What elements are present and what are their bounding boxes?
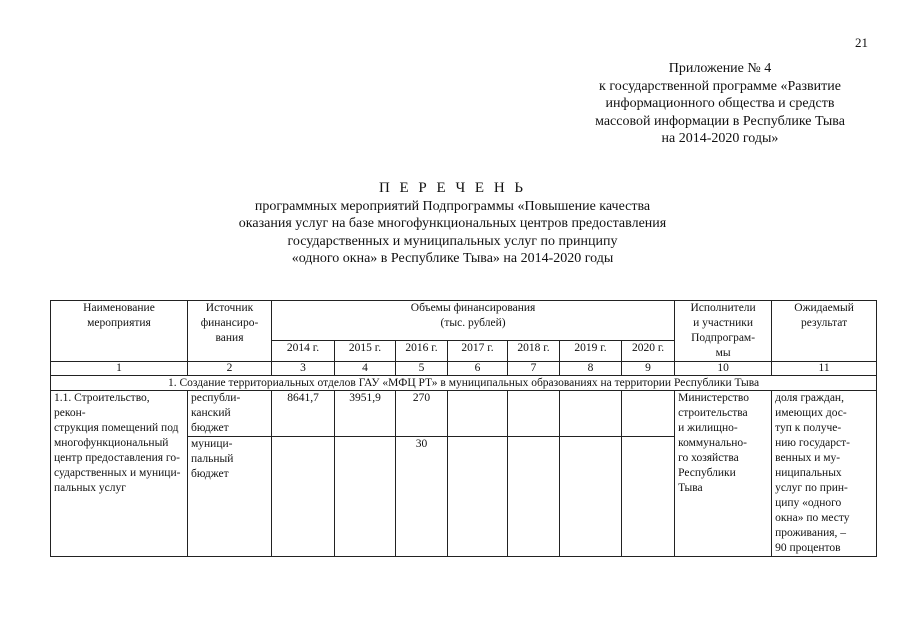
funding-value	[448, 391, 508, 437]
document-title	[150, 180, 755, 268]
header-executors: Исполнители и участники Подпрограм- мы	[675, 301, 772, 362]
appendix-line: Приложение № 4	[668, 61, 772, 76]
appendix-line: массовой информации в Республике Тыва	[595, 113, 845, 129]
column-number: 10	[675, 362, 772, 376]
funding-value	[508, 437, 560, 557]
funding-value	[335, 437, 396, 557]
header-year: 2016 г.	[396, 341, 448, 362]
appendix-line: к государственной программе «Развитие	[599, 78, 841, 94]
column-number-row	[51, 362, 877, 376]
funding-source: республи- канский бюджет	[188, 391, 272, 437]
column-number: 1	[51, 362, 188, 376]
column-number: 9	[622, 362, 675, 376]
table-row	[51, 391, 877, 437]
funding-value	[560, 437, 622, 557]
column-number: 2	[188, 362, 272, 376]
executors-cell: Министерство строительства и жилищно- коммунально- го хозяйства Республики Тыва	[675, 391, 772, 557]
column-number: 8	[560, 362, 622, 376]
funding-value	[508, 391, 560, 437]
header-year: 2018 г.	[508, 341, 560, 362]
section-title: 1. Создание территориальных отделов ГАУ «МФЦ РТ» в муниципальных образованиях на территории Республики Тыва	[51, 376, 877, 391]
appendix-note	[560, 60, 880, 148]
header-year: 2020 г.	[622, 341, 675, 362]
funding-source: муници- пальный бюджет	[188, 437, 272, 557]
activities-table	[50, 300, 877, 557]
funding-value: 30	[396, 437, 448, 557]
title-line: оказания услуг на базе многофункциональных центров предоставления	[238, 216, 667, 231]
column-number: 5	[396, 362, 448, 376]
funding-value	[622, 391, 675, 437]
header-result: Ожидаемый результат	[772, 301, 877, 362]
funding-value: 270	[396, 391, 448, 437]
title-line: «одного окна» в Республике Тыва» на 2014-2020 годы	[291, 251, 614, 266]
column-number: 6	[448, 362, 508, 376]
funding-value: 3951,9	[335, 391, 396, 437]
expected-result-cell: доля граждан, имеющих дос- туп к получе- нию государст- венных и му- ниципальных услуг по прин- ципу «одного окна» по месту проживания, – 90 процентов	[772, 391, 877, 557]
funding-value	[448, 437, 508, 557]
section-row	[51, 376, 877, 391]
page-number: 21	[855, 35, 868, 50]
header-year: 2017 г.	[448, 341, 508, 362]
header-funding: Объемы финансирования (тыс. рублей)	[272, 301, 675, 341]
title-line: программных мероприятий Подпрограммы «Повышение качества	[254, 198, 651, 214]
header-year: 2014 г.	[272, 341, 335, 362]
funding-value	[272, 437, 335, 557]
header-year: 2015 г.	[335, 341, 396, 362]
title-line: государственных и муниципальных услуг по принципу	[287, 233, 618, 249]
activity-name: 1.1. Строительство, рекон- струкция помещений под многофункциональный центр предоставления го- сударственных и муници- пальных услуг	[51, 391, 188, 557]
column-number: 7	[508, 362, 560, 376]
header-year: 2019 г.	[560, 341, 622, 362]
funding-value	[622, 437, 675, 557]
column-number: 3	[272, 362, 335, 376]
title-heading: П Е Р Е Ч Е Н Ь	[378, 180, 527, 196]
header-source: Источник финансиро- вания	[188, 301, 272, 362]
funding-value	[560, 391, 622, 437]
header-name: Наименование мероприятия	[51, 301, 188, 362]
appendix-line: информационного общества и средств	[605, 96, 835, 111]
column-number: 4	[335, 362, 396, 376]
header-row	[51, 301, 877, 341]
appendix-line: на 2014-2020 годы»	[661, 131, 779, 146]
column-number: 11	[772, 362, 877, 376]
funding-value: 8641,7	[272, 391, 335, 437]
